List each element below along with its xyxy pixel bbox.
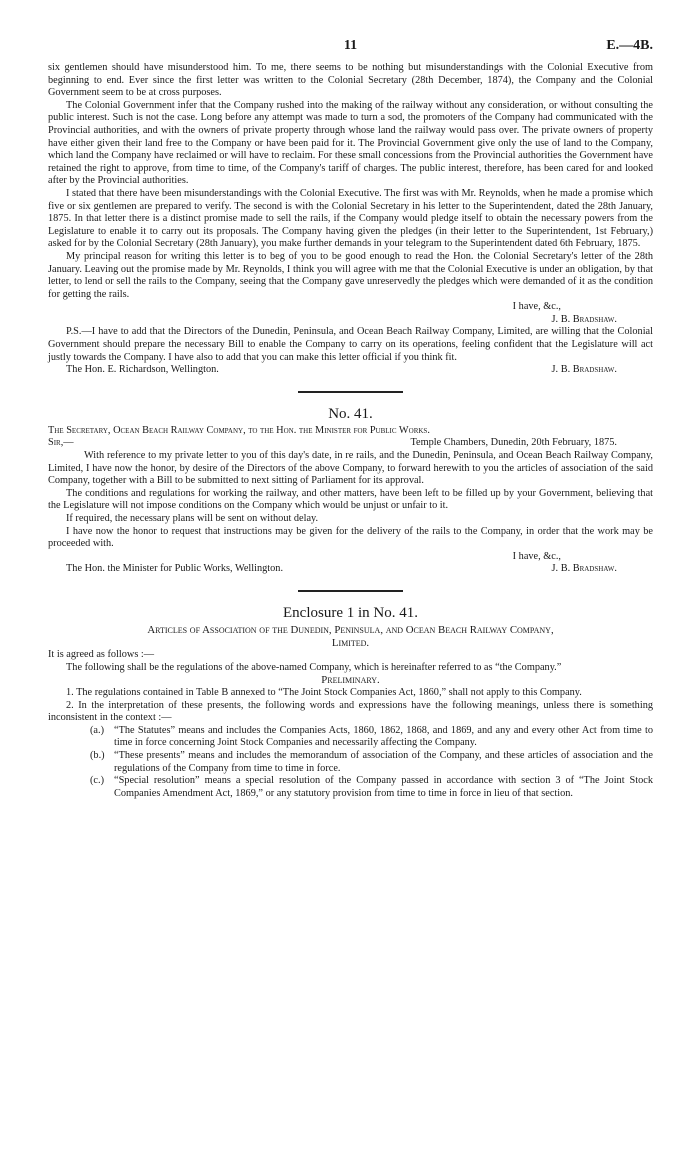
definition-item-a: [90, 725, 653, 750]
enclosure-title: Enclosure 1 in No. 41.: [283, 604, 418, 621]
page-number: 11: [343, 38, 358, 53]
clause-1: 1. The regulations contained in Table B annexed to “The Joint Stock Companies Act, 1860,” shall not apply to this Company.: [66, 686, 582, 698]
enclosure-paragraph-1: The following shall be the regulations of the above-named Company, which is hereinafter referred to as “the Company.”: [66, 661, 562, 673]
letter2-closing: I have, &c.,: [512, 550, 561, 562]
letter2-addressee: The Hon. the Minister for Public Works, Wellington.: [66, 563, 284, 575]
definition-text: “Special resolution” means a special resolution of the Company passed in accordance with section 3 of “The Joint Stock Companies Amendment Act, 1869,” or any statutory provision from time to time in force in lieu of that section.: [114, 775, 653, 799]
letter2-signature: J. B. Bradshaw.: [551, 563, 617, 575]
document-reference: E.—4B.: [606, 38, 653, 53]
letter1-paragraph-1: six gentlemen should have misunderstood him. To me, there seems to be nothing but misunderstandings with the Colonial Executive from beginning to end. Ever since the first letter was written to the Colonial Secretary (28th December, 1874), the Company and the Colonial Government seem to be at cross purposes.: [48, 62, 653, 99]
section-divider: [298, 391, 403, 393]
definition-item-c: [90, 775, 653, 800]
definition-text: “The Statutes” means and includes the Companies Acts, 1860, 1862, 1868, and 1869, and any and every other Act from time to time in force concerning Joint Stock Companies and necessarily affecting the Company.: [114, 724, 653, 749]
letter2-paragraph-3: If required, the necessary plans will be sent on without delay.: [66, 513, 319, 524]
definition-text: “These presents” means and includes the memorandum of association of the Company, and these articles of association and the regulations of the Company from time to time in force.: [114, 749, 653, 774]
definition-label: (c.): [90, 775, 105, 787]
letter1-address-row: [48, 364, 653, 377]
letter2-paragraph-4: I have now the honor to request that instructions may be given for the delivery of the rails to the Company, in order that the work may be proceeded with.: [48, 525, 653, 550]
letter1-closing: I have, &c.,: [512, 301, 561, 313]
letter1-postscript: P.S.—I have to add that the Directors of the Dunedin, Peninsula, and Ocean Beach Railway Company, Limited, are willing that the Colonial Government should prepare the necessary Bill to enable the Company to carry on its operations, feeling confident that the Legislature will act justly towards the Company. I have also to add that you can make this letter official if you think fit.: [48, 326, 653, 363]
definition-label: (b.): [90, 749, 105, 761]
letter2-salutation: Sir,—: [48, 437, 74, 449]
letter1-paragraph-2: The Colonial Government infer that the Company rushed into the making of the railway without any consideration, or without consulting the public interest. Such is not the case. Long before any attempt was made to turn a sod, the promoters of the Company had communicated with the Provincial authorities, and with the owners of private property through whose land the railway would pass over. The private owners of property have either given their land free to the Company or have been paid for it. The Provincial Government give only the use of land to the Company, which land the Company have reclaimed or will have to reclaim. For these small concessions from the Provincial authorities the Government have retained the right to approve, from time to time, of the Company's tariff of charges. The public interest, therefore, has been cared for and looked after by the Provincial authorities.: [48, 99, 653, 187]
letter1-signature: J. B. Bradshaw.: [551, 313, 617, 325]
preliminary-heading: Preliminary.: [321, 674, 380, 687]
enclosure-intro: It is agreed as follows :—: [48, 649, 155, 661]
letter1-paragraph-4: My principal reason for writing this letter is to beg of you to be good enough to read the Hon. the Colonial Secretary's letter of the 28th January. Leaving out the promise made by Mr. Reynolds, I think you will agree with me that the Colonial Executive is under an obligation, by that letter, to lend or sell the rails to the Company, seeing that the Company gave unreservedly the pledges which were demanded of it as the condition for getting the rails.: [48, 250, 653, 300]
definition-item-b: [90, 750, 653, 775]
letter2-from-to: The Secretary, Ocean Beach Railway Company, to the Hon. the Minister for Public Works.: [48, 424, 430, 436]
letter2-paragraph-1: With reference to my private letter to you of this day's date, in re rails, and the Dunedin, Peninsula, and Ocean Beach Railway Company, Limited, I have now the honor, by desire of the Directors of the above Company, to forward herewith to you the articles of association of the said Company, together with a Bill to be submitted to next sitting of Parliament for its approval.: [48, 450, 653, 487]
definition-label: (a.): [90, 724, 105, 736]
letter1-signature-2: J. B. Bradshaw.: [551, 364, 617, 376]
letter1-paragraph-3: I stated that there have been misunderstandings with the Colonial Executive. The first was with Mr. Reynolds, when he made a promise which five or six gentlemen are prepared to verify. The second is with the Colonial Secretary in his letter to the Superintendent, dated the 28th January, 1875. In that letter there is a distinct promise made to sell the rails, if the Company would pledge itself to obtain the necessary powers from the Legislature to enable it to carry out its proposals. The Company having given the pledges (in their letter to the Superintendent, 1st February,) asked for by the Colonial Secretary (28th January), you make further demands in your telegram to the Superintendent dated 6th February, 1875.: [48, 187, 653, 250]
document-page: [48, 40, 653, 800]
articles-heading: Articles of Association of the Dunedin, Peninsula, and Ocean Beach Railway Company,: [147, 623, 554, 636]
articles-heading-limited: Limited.: [331, 636, 370, 649]
letter2-place-date: Temple Chambers, Dunedin, 20th February, 1875.: [410, 437, 617, 449]
letter2-salutation-row: [48, 437, 653, 450]
letter2-address-row: [48, 563, 653, 576]
clause-2: 2. In the interpretation of these presents, the following words and expressions have the following meanings, unless there is something inconsistent in the context :—: [48, 699, 653, 724]
letter1-addressee: The Hon. E. Richardson, Wellington.: [66, 364, 219, 376]
letter2-title: No. 41.: [328, 405, 373, 422]
letter2-paragraph-2: The conditions and regulations for working the railway, and other matters, have been left to be filled up by your Government, believing that the Legislature will not impose conditions on the Company which would be unjust or unfair to it.: [48, 487, 653, 512]
section-divider-2: [298, 590, 403, 592]
page-header: [48, 40, 653, 62]
